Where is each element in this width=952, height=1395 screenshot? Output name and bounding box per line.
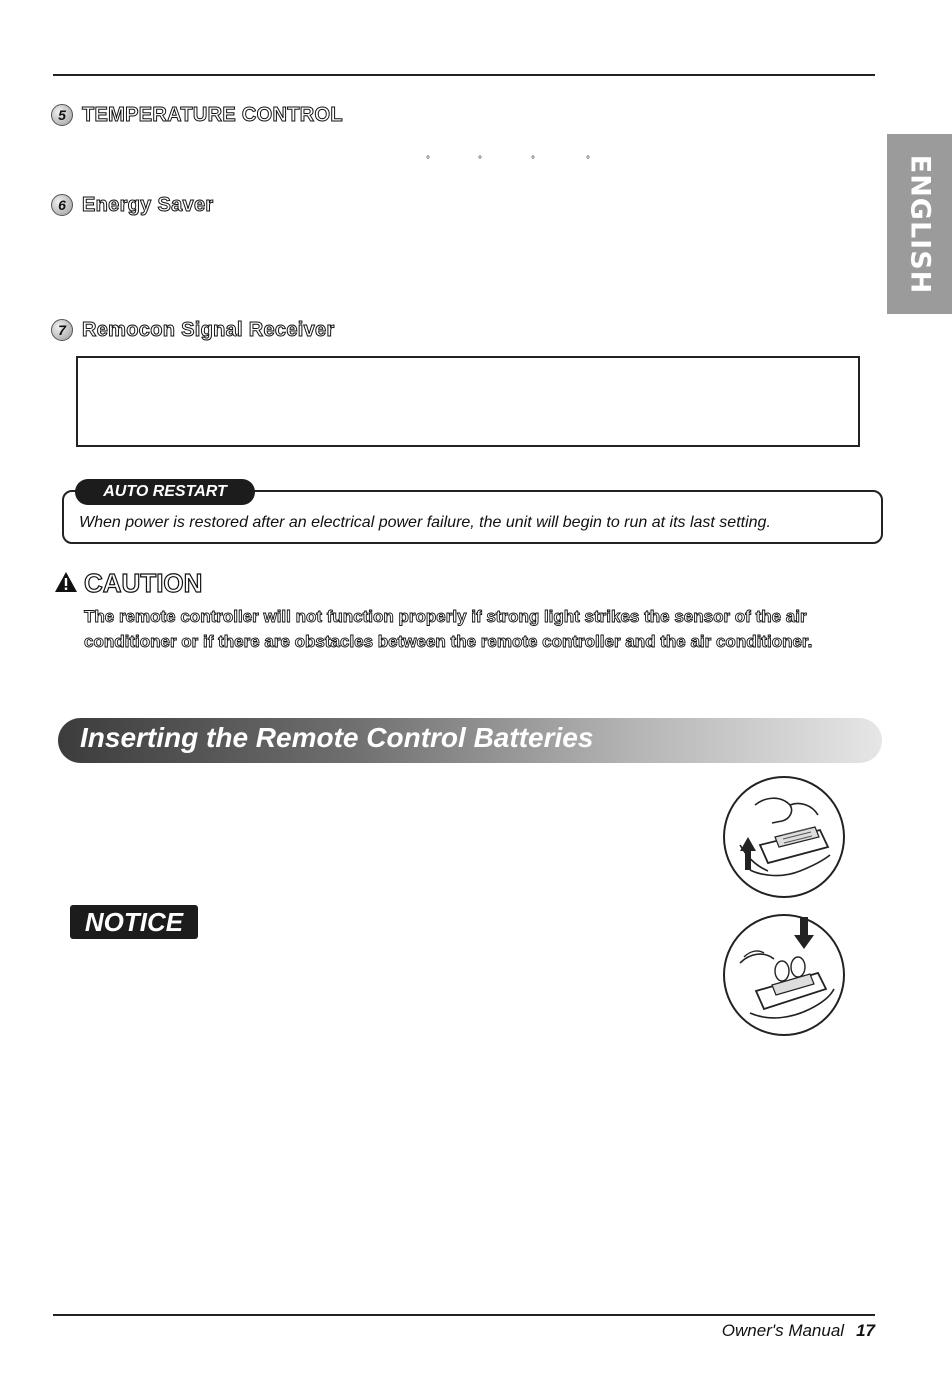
caution-title: CAUTION — [84, 568, 203, 598]
info-box — [76, 356, 860, 447]
auto-restart-label: AUTO RESTART — [75, 479, 255, 505]
manual-title: Owner's Manual — [721, 1321, 845, 1340]
top-rule — [53, 74, 875, 76]
language-tab — [887, 134, 952, 314]
section-title-temperature-control: TEMPERATURE CONTROL — [82, 104, 343, 126]
degree-mark: ° — [586, 155, 590, 166]
section-title-remocon-signal-receiver: Remocon Signal Receiver — [82, 319, 335, 341]
auto-restart-text: When power is restored after an electrical power failure, the unit will begin to run at its last setting. — [79, 514, 771, 531]
remove-cover-illustration — [720, 775, 848, 899]
notice-label: NOTICE — [70, 905, 198, 939]
warning-icon — [54, 571, 78, 593]
section-number-5: 5 — [51, 104, 73, 126]
language-tab-label: ENGLISH — [904, 154, 935, 294]
page-footer — [722, 1321, 875, 1341]
degree-mark: ° — [478, 155, 482, 166]
degree-mark: ° — [531, 155, 535, 166]
degree-mark: ° — [426, 155, 430, 166]
section-number-6: 6 — [51, 194, 73, 216]
bottom-rule — [53, 1314, 875, 1316]
section-title-energy-saver: Energy Saver — [82, 194, 214, 216]
caution-body: The remote controller will not function properly if strong light strikes the sensor of the air conditioner or if there are obstacles between the remote controller and the air conditioner. — [84, 607, 813, 651]
batteries-heading: Inserting the Remote Control Batteries — [80, 722, 594, 753]
section-number-7: 7 — [51, 319, 73, 341]
insert-batteries-illustration — [720, 913, 848, 1037]
page-number: 17 — [856, 1321, 875, 1340]
